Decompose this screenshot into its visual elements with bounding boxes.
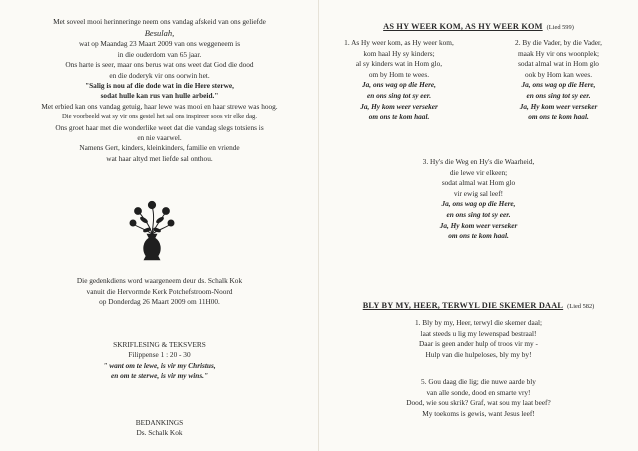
chorus-line: om ons te kom haal. (368, 112, 430, 122)
tribute-line: Die voorbeeld wat sy vir ons gestel het sal ons inspireer soos vir elke dag. (61, 113, 258, 121)
scripture-reference: Filippense 1 : 20 - 30 (128, 350, 191, 360)
verse-line: sodat almal wat in Hom glo (518, 59, 599, 69)
chorus-line: om ons te kom haal. (448, 231, 509, 241)
tribute-quote: "Salig is nou af die dode wat in die Here sterwe, (85, 81, 234, 91)
verse-line: Hulp van die hulpeloses, bly my by! (425, 349, 532, 359)
chorus-line: Ja, ons wag op die Here, (521, 80, 596, 90)
hymn-2-title-row (319, 295, 638, 313)
hymn-1-reference: (Lied 599) (546, 24, 574, 31)
scripture-verse: " want om te lewe, is vir my Christus, (103, 360, 216, 370)
right-page (319, 0, 638, 451)
chorus-line: Ja, ons wag op die Here, (441, 199, 516, 209)
chorus-line: en ons sing tot sy eer. (526, 90, 591, 100)
scripture-verse: en om te sterwe, is vir my wins." (110, 371, 209, 381)
thanks-heading: BEDANKINGS (135, 418, 184, 427)
tribute-quote: sodat hulle kan rus van hulle arbeid." (100, 91, 219, 101)
hymn-2-reference: (Lied 582) (567, 303, 595, 310)
verse-line: Daar is geen ander hulp of troos vir my - (419, 339, 538, 349)
verse-line: 5. Gou daag die lig; die nuwe aarde bly (421, 377, 536, 386)
verse-line: 1. Bly by my, Heer, terwyl die skemer daal; (414, 318, 543, 327)
service-details (0, 276, 319, 308)
verse-line: Dood, wie sou skrik? Graf, wat sou my laat beef? (406, 398, 551, 408)
deceased-name: Besulah, (144, 28, 175, 39)
verse-line: al sy kinders wat in Hom glo, (355, 59, 443, 69)
hymn-1-title-row (319, 16, 638, 34)
hymn-1-verse-1 (319, 38, 479, 123)
chorus-line: Ja, ons wag op die Here, (362, 80, 436, 90)
verse-line: vir ewig sal leef! (453, 188, 504, 198)
tribute-line: Met erbied kan ons vandag getuig, haar lewe was mooi en haar strewe was hoog. (41, 101, 278, 111)
verse-line: sodat almal wat Hom glo (441, 178, 516, 188)
verse-line: 1. As Hy weer kom, as Hy weer kom, (344, 38, 454, 47)
verse-line: die lewe vir elkeen; (449, 167, 508, 177)
verse-line: om by Hom te wees. (368, 69, 430, 79)
tribute-text (0, 17, 319, 164)
hymn-2-verse-5 (319, 377, 638, 419)
verse-line: 2. By die Vader, by die Vader, (515, 38, 602, 47)
thanks-section (0, 418, 319, 439)
scripture-heading: SKRIFLESING & TEKSVERS (113, 340, 206, 349)
service-line: vanuit die Hervormde Kerk Potchefstroom-Noord (86, 286, 233, 296)
chorus-line: Ja, Hy kom weer verseker (439, 220, 518, 230)
hymn-2-title: BLY BY MY, HEER, TERWYL DIE SKEMER DAAL (362, 301, 564, 310)
service-line: Die gedenkdiens word waargeneem deur ds. Schalk Kok (76, 276, 243, 285)
tribute-line: Namens Gert, kinders, kleinkinders, familie en vriende (79, 143, 240, 153)
tribute-line: Ons harte is seer, maar ons berus wat ons weet dat God die dood (65, 60, 254, 70)
verse-line: kom haal Hy sy kinders; (363, 48, 435, 58)
tribute-line: wat op Maandag 23 Maart 2009 van ons weggeneem is (78, 39, 241, 49)
chorus-line: om ons te kom haal. (528, 112, 589, 122)
tribute-line: Ons groet haar met die wonderlike weet dat die vandag slegs totsiens is (55, 122, 264, 132)
chorus-line: en ons sing tot sy eer. (446, 209, 511, 219)
tribute-line: wat haar altyd met liefde sal onthou. (106, 153, 213, 163)
verse-line: 3. Hy's die Weg en Hy's die Waarheid, (422, 157, 535, 166)
hymn-1-verse-3 (319, 157, 638, 242)
chorus-line: Ja, Hy kom weer verseker (519, 101, 598, 111)
verse-line: laat steeds u lig my lewenspad bestraal! (420, 328, 537, 338)
hymn-1-verse-2 (479, 38, 638, 123)
verse-line: van alle sonde, dood en smarte vry! (426, 387, 531, 397)
hymn-1-title: AS HY WEER KOM, AS HY WEER KOM (383, 22, 543, 31)
verse-line: My toekoms is gewis, want Jesus leef! (422, 408, 535, 418)
hymn-2-verse-1 (319, 318, 638, 360)
chorus-line: Ja, Hy kom weer verseker (360, 101, 438, 111)
chorus-line: en ons sing tot sy eer. (366, 90, 432, 100)
tribute-line: en die doderyk vir ons oorwin het. (109, 70, 210, 80)
thanks-name: Ds. Schalk Kok (136, 428, 183, 438)
tribute-line: Met soveel mooi herinneringe neem ons vandag afskeid van ons geliefde (53, 17, 266, 26)
service-line: op Donderdag 26 Maart 2009 om 11H00. (99, 297, 220, 307)
scripture-section (0, 340, 319, 382)
verse-line: ook by Hom kan wees. (524, 69, 593, 79)
tribute-line: in die ouderdom van 65 jaar. (117, 49, 202, 59)
tribute-line: en nie vaarwel. (137, 133, 182, 143)
flower-vase-illustration (127, 200, 177, 262)
verse-line: maak Hy vir ons woonplek; (517, 48, 600, 58)
